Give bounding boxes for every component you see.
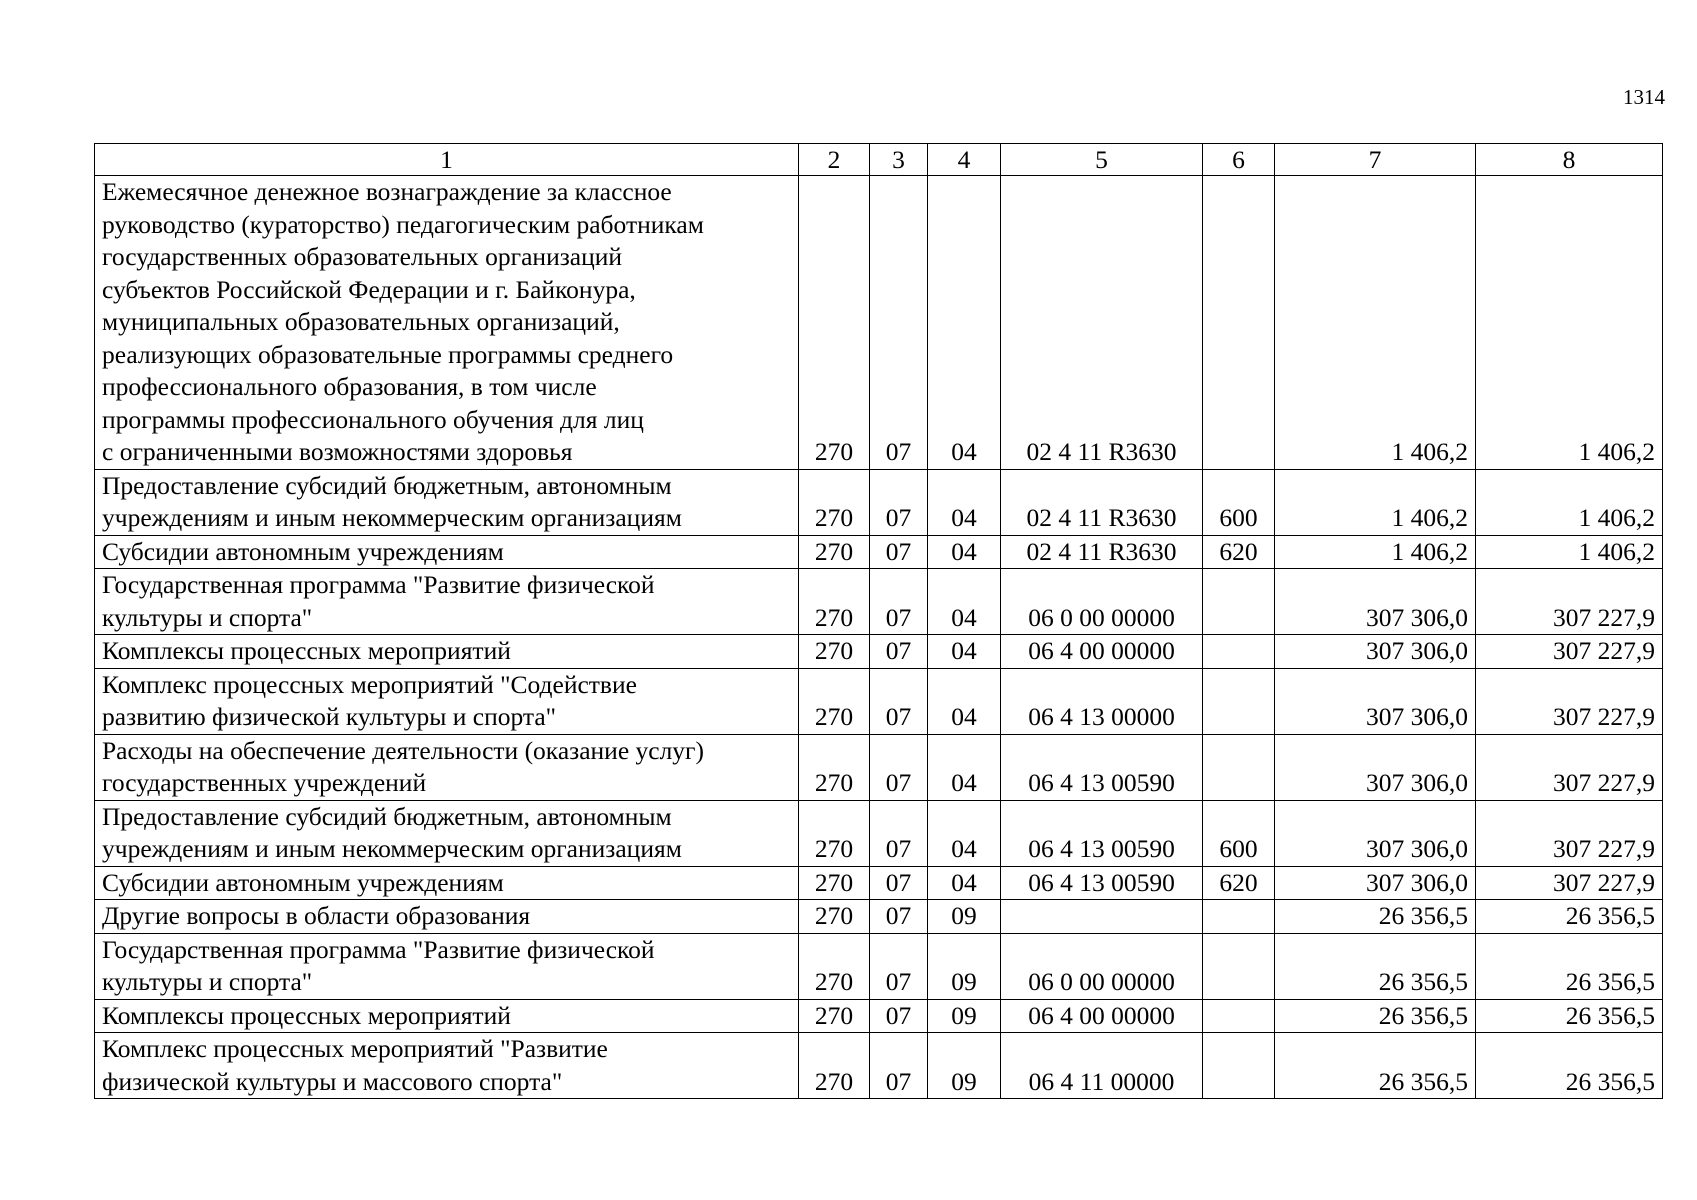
code-subsection: 04 xyxy=(928,734,1001,800)
table-row xyxy=(95,734,1663,800)
code-ministry: 270 xyxy=(799,1033,870,1099)
code-subsection: 04 xyxy=(928,569,1001,635)
row-description: Комплекс процессных мероприятий "Содействие развитию физической культуры и спорта" xyxy=(95,668,799,734)
amount-col-8: 307 227,9 xyxy=(1476,734,1663,800)
amount-col-7: 26 356,5 xyxy=(1275,900,1476,934)
code-ministry: 270 xyxy=(799,535,870,569)
code-expense-type: 600 xyxy=(1203,469,1275,535)
code-section: 07 xyxy=(870,535,928,569)
code-expense-type xyxy=(1203,1033,1275,1099)
table-row xyxy=(95,469,1663,535)
code-subsection: 09 xyxy=(928,999,1001,1033)
code-ministry: 270 xyxy=(799,866,870,900)
code-expense-type xyxy=(1203,569,1275,635)
code-section: 07 xyxy=(870,900,928,934)
table-row xyxy=(95,866,1663,900)
code-target-item: 06 0 00 00000 xyxy=(1001,569,1203,635)
table-row xyxy=(95,176,1663,470)
column-header: 6 xyxy=(1203,144,1275,176)
code-subsection: 04 xyxy=(928,800,1001,866)
code-target-item: 06 4 13 00590 xyxy=(1001,800,1203,866)
row-description: Комплекс процессных мероприятий "Развитие физической культуры и массового спорта" xyxy=(95,1033,799,1099)
row-description: Государственная программа "Развитие физической культуры и спорта" xyxy=(95,933,799,999)
code-section: 07 xyxy=(870,668,928,734)
column-header: 7 xyxy=(1275,144,1476,176)
code-target-item xyxy=(1001,900,1203,934)
code-expense-type xyxy=(1203,999,1275,1033)
row-description: Субсидии автономным учреждениям xyxy=(95,535,799,569)
code-expense-type xyxy=(1203,900,1275,934)
row-description: Предоставление субсидий бюджетным, автономным учреждениям и иным некоммерческим организациям xyxy=(95,800,799,866)
code-ministry: 270 xyxy=(799,635,870,669)
column-header: 1 xyxy=(95,144,799,176)
code-section: 07 xyxy=(870,176,928,470)
amount-col-7: 1 406,2 xyxy=(1275,535,1476,569)
code-subsection: 04 xyxy=(928,635,1001,669)
table-row xyxy=(95,1033,1663,1099)
amount-col-7: 1 406,2 xyxy=(1275,469,1476,535)
amount-col-8: 307 227,9 xyxy=(1476,635,1663,669)
code-ministry: 270 xyxy=(799,734,870,800)
column-header: 8 xyxy=(1476,144,1663,176)
amount-col-8: 1 406,2 xyxy=(1476,535,1663,569)
code-target-item: 02 4 11 R3630 xyxy=(1001,469,1203,535)
code-section: 07 xyxy=(870,800,928,866)
code-target-item: 06 4 13 00000 xyxy=(1001,668,1203,734)
code-target-item: 02 4 11 R3630 xyxy=(1001,176,1203,470)
row-description: Расходы на обеспечение деятельности (оказание услуг) государственных учреждений xyxy=(95,734,799,800)
code-expense-type xyxy=(1203,933,1275,999)
code-ministry: 270 xyxy=(799,900,870,934)
code-ministry: 270 xyxy=(799,176,870,470)
code-section: 07 xyxy=(870,999,928,1033)
amount-col-7: 26 356,5 xyxy=(1275,933,1476,999)
code-ministry: 270 xyxy=(799,999,870,1033)
code-expense-type xyxy=(1203,734,1275,800)
code-target-item: 02 4 11 R3630 xyxy=(1001,535,1203,569)
table-body xyxy=(95,176,1663,1099)
code-subsection: 09 xyxy=(928,933,1001,999)
code-section: 07 xyxy=(870,734,928,800)
row-description: Государственная программа "Развитие физической культуры и спорта" xyxy=(95,569,799,635)
table-row xyxy=(95,933,1663,999)
amount-col-8: 307 227,9 xyxy=(1476,668,1663,734)
amount-col-7: 307 306,0 xyxy=(1275,866,1476,900)
code-subsection: 04 xyxy=(928,535,1001,569)
column-header: 4 xyxy=(928,144,1001,176)
code-ministry: 270 xyxy=(799,800,870,866)
table-row xyxy=(95,900,1663,934)
table-row xyxy=(95,635,1663,669)
amount-col-7: 26 356,5 xyxy=(1275,999,1476,1033)
code-target-item: 06 4 00 00000 xyxy=(1001,999,1203,1033)
amount-col-8: 26 356,5 xyxy=(1476,900,1663,934)
code-section: 07 xyxy=(870,469,928,535)
amount-col-8: 1 406,2 xyxy=(1476,176,1663,470)
code-subsection: 04 xyxy=(928,866,1001,900)
amount-col-7: 26 356,5 xyxy=(1275,1033,1476,1099)
code-subsection: 04 xyxy=(928,668,1001,734)
amount-col-7: 307 306,0 xyxy=(1275,635,1476,669)
amount-col-8: 26 356,5 xyxy=(1476,999,1663,1033)
code-subsection: 04 xyxy=(928,469,1001,535)
row-description: Субсидии автономным учреждениям xyxy=(95,866,799,900)
budget-table xyxy=(94,143,1663,1099)
row-description: Комплексы процессных мероприятий xyxy=(95,635,799,669)
table-row xyxy=(95,800,1663,866)
code-target-item: 06 4 00 00000 xyxy=(1001,635,1203,669)
code-subsection: 04 xyxy=(928,176,1001,470)
row-description: Предоставление субсидий бюджетным, автономным учреждениям и иным некоммерческим организациям xyxy=(95,469,799,535)
page-number: 1314 xyxy=(1623,85,1665,109)
code-expense-type xyxy=(1203,635,1275,669)
row-description: Другие вопросы в области образования xyxy=(95,900,799,934)
table-row xyxy=(95,999,1663,1033)
code-section: 07 xyxy=(870,635,928,669)
column-header: 5 xyxy=(1001,144,1203,176)
code-expense-type: 620 xyxy=(1203,535,1275,569)
amount-col-7: 307 306,0 xyxy=(1275,734,1476,800)
amount-col-7: 307 306,0 xyxy=(1275,800,1476,866)
code-ministry: 270 xyxy=(799,933,870,999)
code-subsection: 09 xyxy=(928,900,1001,934)
code-ministry: 270 xyxy=(799,469,870,535)
amount-col-8: 26 356,5 xyxy=(1476,1033,1663,1099)
row-description: Ежемесячное денежное вознаграждение за классное руководство (кураторство) педагогическим работникам государственных образовательных организаций субъектов Российской Федерации и г. Байконура, муниципальных образовательных организаций, реализующих образовательные программы среднего профессионального образования, в том числе программы профессионального обучения для лиц с ограниченными возможностями здоровья xyxy=(95,176,799,470)
code-section: 07 xyxy=(870,933,928,999)
column-header: 2 xyxy=(799,144,870,176)
amount-col-8: 26 356,5 xyxy=(1476,933,1663,999)
code-subsection: 09 xyxy=(928,1033,1001,1099)
code-section: 07 xyxy=(870,866,928,900)
code-target-item: 06 4 13 00590 xyxy=(1001,734,1203,800)
amount-col-7: 1 406,2 xyxy=(1275,176,1476,470)
table-row xyxy=(95,668,1663,734)
code-target-item: 06 4 13 00590 xyxy=(1001,866,1203,900)
code-expense-type: 620 xyxy=(1203,866,1275,900)
amount-col-8: 307 227,9 xyxy=(1476,569,1663,635)
amount-col-8: 307 227,9 xyxy=(1476,800,1663,866)
table-row xyxy=(95,569,1663,635)
column-header: 3 xyxy=(870,144,928,176)
code-ministry: 270 xyxy=(799,569,870,635)
code-section: 07 xyxy=(870,1033,928,1099)
code-expense-type xyxy=(1203,176,1275,470)
code-ministry: 270 xyxy=(799,668,870,734)
table-row xyxy=(95,535,1663,569)
amount-col-7: 307 306,0 xyxy=(1275,668,1476,734)
row-description: Комплексы процессных мероприятий xyxy=(95,999,799,1033)
table-header-row xyxy=(95,144,1663,176)
code-target-item: 06 0 00 00000 xyxy=(1001,933,1203,999)
code-expense-type: 600 xyxy=(1203,800,1275,866)
code-target-item: 06 4 11 00000 xyxy=(1001,1033,1203,1099)
code-expense-type xyxy=(1203,668,1275,734)
code-section: 07 xyxy=(870,569,928,635)
amount-col-8: 1 406,2 xyxy=(1476,469,1663,535)
amount-col-7: 307 306,0 xyxy=(1275,569,1476,635)
amount-col-8: 307 227,9 xyxy=(1476,866,1663,900)
